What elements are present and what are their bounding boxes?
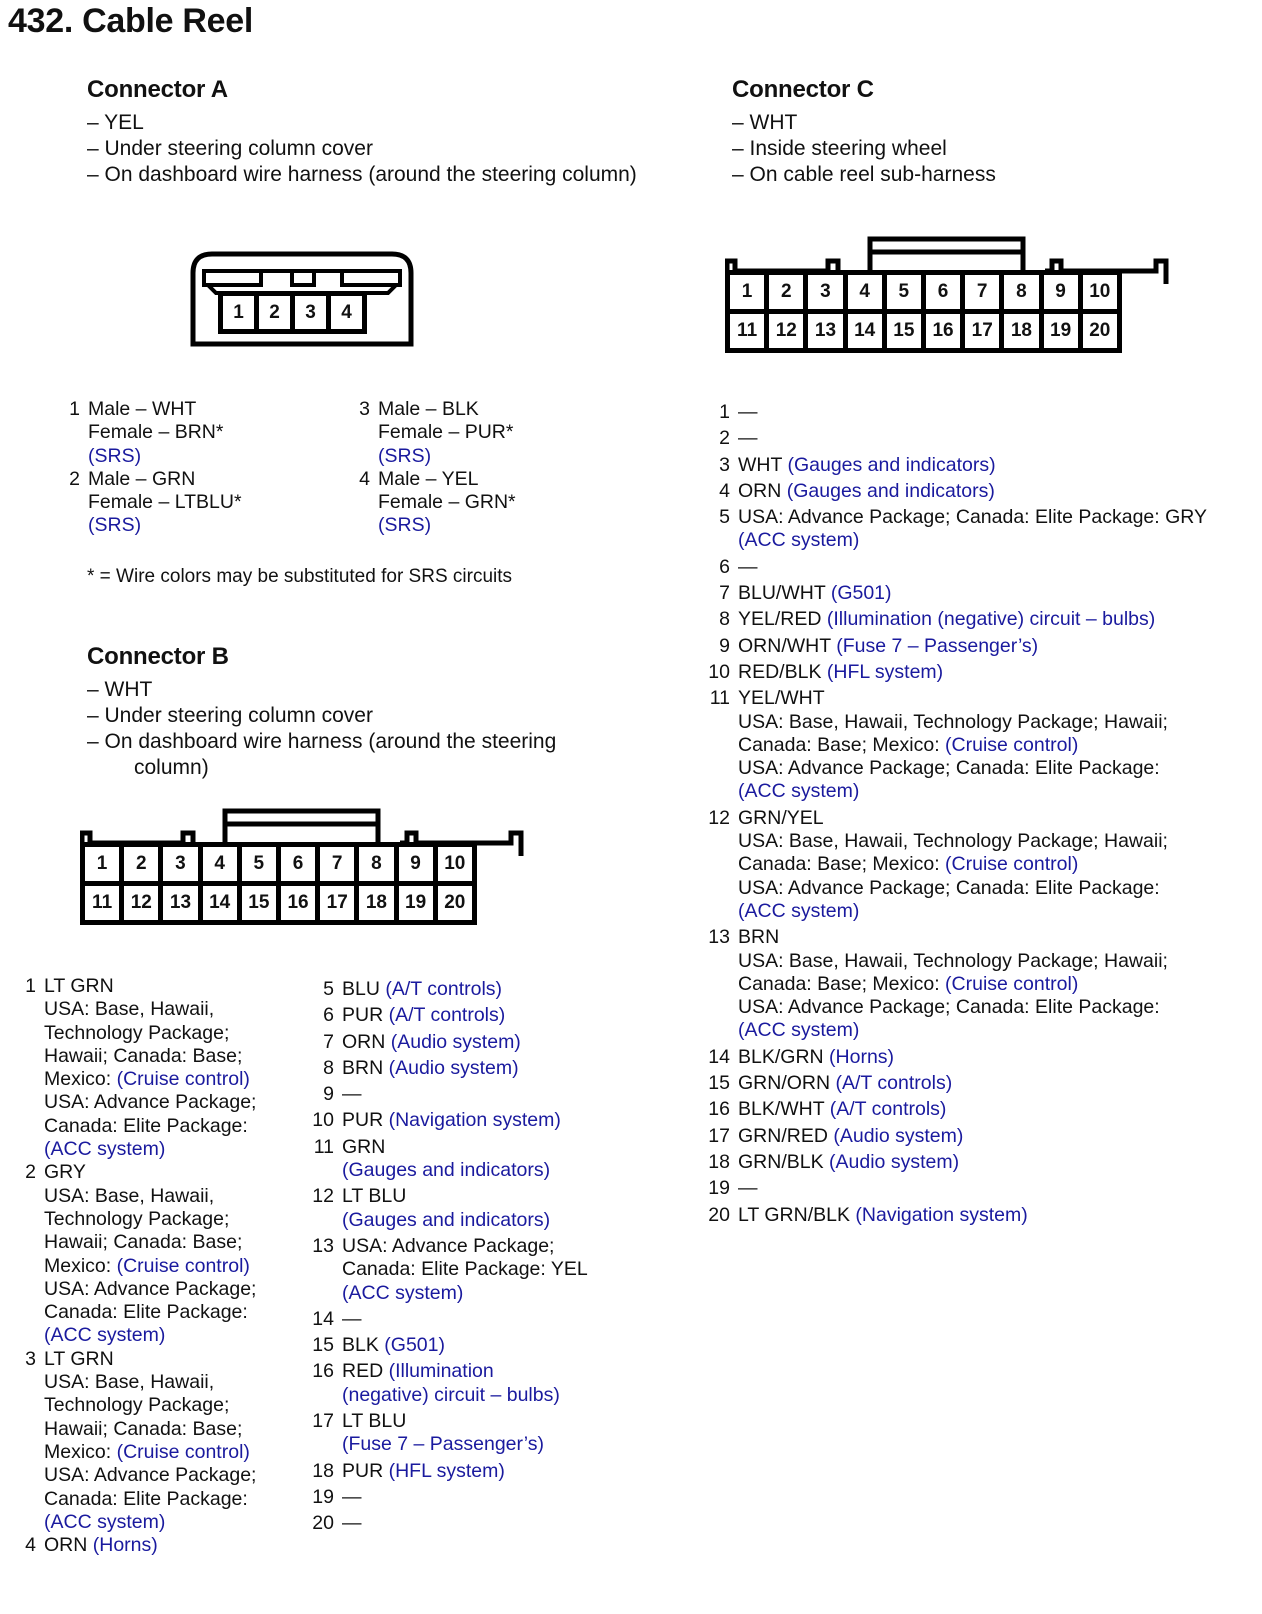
pin-c-6: 6 —	[719, 555, 758, 578]
pin-b-3: 3 LT GRN USA: Base, Hawaii, Technology Package; Hawaii; Canada: Base; Mexico: (Cruise control) USA: Advance Package; Canada: Elite Package: (ACC system)	[25, 1347, 257, 1533]
acc-system-link[interactable]: (ACC system)	[44, 1324, 166, 1347]
connector-c-heading: Connector C	[732, 76, 874, 103]
pin-c-18: 18 GRN/BLK (Audio system)	[708, 1150, 960, 1173]
horns-link[interactable]: (Horns)	[829, 1045, 895, 1068]
pin-b-6: 6 PUR (A/T controls)	[323, 1004, 506, 1027]
pin-b-14: 14 —	[312, 1307, 362, 1330]
cruise-control-link[interactable]: (Cruise control)	[945, 853, 1079, 876]
connector-a-diagram	[190, 251, 414, 347]
terminal-b-20: 20	[438, 886, 477, 925]
connector-a-terminals	[218, 291, 367, 334]
srs-link[interactable]: (SRS)	[378, 514, 432, 537]
terminal-c-4: 4	[848, 275, 887, 314]
connector-b-pins-col1	[6, 975, 256, 1557]
pin-a-1: 1 Male – WHT Female – BRN* (SRS)	[50, 398, 242, 468]
cruise-control-link[interactable]: (Cruise control)	[945, 733, 1079, 756]
cruise-control-link[interactable]: (Cruise control)	[116, 1254, 250, 1277]
pin-b-7: 7 ORN (Audio system)	[323, 1030, 521, 1053]
terminal-a-1: 1	[223, 296, 259, 334]
pin-b-12: 12 LT BLU (Gauges and indicators)	[304, 1185, 588, 1232]
connector-a-color: – YEL	[87, 111, 144, 134]
terminal-b-7: 7	[320, 847, 359, 886]
srs-link[interactable]: (SRS)	[378, 444, 432, 467]
pin-a-2: 2 Male – GRN Female – LTBLU* (SRS)	[69, 467, 242, 537]
at-controls-link[interactable]: (A/T controls)	[829, 1098, 947, 1121]
page-title: 432. Cable Reel	[8, 2, 253, 40]
pin-b-8: 8 BRN (Audio system)	[323, 1056, 519, 1079]
cruise-control-link[interactable]: (Cruise control)	[945, 972, 1079, 995]
terminal-b-15: 15	[242, 886, 281, 925]
terminal-b-6: 6	[281, 847, 320, 886]
pin-b-18: 18 PUR (HFL system)	[312, 1459, 505, 1482]
terminal-c-12: 12	[769, 314, 808, 353]
terminal-b-5: 5	[242, 847, 281, 886]
terminal-b-16: 16	[281, 886, 320, 925]
pin-b-15: 15 BLK (G501)	[312, 1334, 445, 1357]
fuse-7-link[interactable]: (Fuse 7 – Passenger’s)	[342, 1433, 544, 1456]
illumination-link[interactable]: (Illumination (negative) circuit – bulbs)	[826, 608, 1156, 631]
pin-a-4: 4 Male – YEL Female – GRN* (SRS)	[359, 467, 516, 537]
acc-system-link[interactable]: (ACC system)	[738, 529, 860, 552]
pin-c-19: 19 —	[708, 1177, 758, 1200]
pin-b-1: 1 LT GRN USA: Base, Hawaii, Technology Package; Hawaii; Canada: Base; Mexico: (Cruise control) USA: Advance Package; Canada: Elite Package: (ACC system)	[25, 975, 257, 1161]
connector-b-header	[87, 643, 556, 781]
terminal-b-3: 3	[163, 847, 202, 886]
connector-c-diagram	[725, 236, 1171, 364]
illumination-link-cont[interactable]: (negative) circuit – bulbs)	[342, 1383, 560, 1406]
terminal-b-19: 19	[399, 886, 438, 925]
terminal-c-5: 5	[887, 275, 926, 314]
acc-system-link[interactable]: (ACC system)	[738, 780, 860, 803]
pin-c-3: 3 WHT (Gauges and indicators)	[719, 453, 996, 476]
pin-b-9: 9 —	[323, 1083, 362, 1106]
pin-b-5: 5 BLU (A/T controls)	[323, 978, 503, 1000]
terminal-b-4: 4	[203, 847, 242, 886]
pin-c-17: 17 GRN/RED (Audio system)	[708, 1124, 964, 1147]
terminal-b-9: 9	[399, 847, 438, 886]
gauges-link[interactable]: (Gauges and indicators)	[786, 479, 995, 502]
at-controls-link[interactable]: (A/T controls)	[388, 1004, 506, 1027]
pin-a-3: 3 Male – BLK Female – PUR* (SRS)	[340, 398, 516, 468]
terminal-b-10: 10	[438, 847, 477, 886]
pin-b-13: 13 USA: Advance Package; Canada: Elite Package: YEL (ACC system)	[312, 1234, 588, 1304]
hfl-system-link[interactable]: (HFL system)	[388, 1459, 505, 1482]
terminal-c-8: 8	[1004, 275, 1043, 314]
terminal-c-11: 11	[730, 314, 769, 353]
acc-system-link[interactable]: (ACC system)	[738, 899, 860, 922]
terminal-c-13: 13	[808, 314, 847, 353]
connector-c-pins	[702, 398, 1207, 1227]
audio-system-link[interactable]: (Audio system)	[388, 1056, 519, 1079]
cruise-control-link[interactable]: (Cruise control)	[116, 1440, 250, 1463]
acc-system-link[interactable]: (ACC system)	[738, 1019, 860, 1042]
connector-c-header	[732, 76, 996, 188]
terminal-c-9: 9	[1044, 275, 1083, 314]
pin-c-13: 13 BRN USA: Base, Hawaii, Technology Package; Hawaii; Canada: Base; Mexico: (Cruise control) USA: Advance Package; Canada: Elite Package: (ACC system)	[702, 926, 1207, 1042]
srs-link[interactable]: (SRS)	[88, 514, 142, 537]
gauges-link[interactable]: (Gauges and indicators)	[787, 453, 996, 476]
connector-a-heading: Connector A	[87, 76, 228, 103]
connector-c-harness: – On cable reel sub-harness	[732, 163, 996, 186]
connector-a-pins-left	[50, 398, 242, 538]
srs-footnote: * = Wire colors may be substituted for SRS circuits	[87, 566, 513, 587]
terminal-a-2: 2	[259, 296, 295, 334]
terminal-c-18: 18	[1004, 314, 1043, 353]
gauges-link[interactable]: (Gauges and indicators)	[342, 1159, 551, 1182]
terminal-c-1: 1	[730, 275, 769, 314]
terminal-c-15: 15	[887, 314, 926, 353]
terminal-c-16: 16	[926, 314, 965, 353]
connector-c-color: – WHT	[732, 111, 798, 134]
connector-a-harness: – On dashboard wire harness (around the steering column)	[87, 163, 637, 186]
gauges-link[interactable]: (Gauges and indicators)	[342, 1208, 551, 1231]
terminal-c-14: 14	[848, 314, 887, 353]
connector-b-location: – Under steering column cover	[87, 704, 373, 727]
connector-b-pins-col2	[304, 975, 588, 1536]
terminal-a-4: 4	[331, 296, 367, 334]
pin-c-4: 4 ORN (Gauges and indicators)	[719, 479, 995, 502]
pin-c-20: 20 LT GRN/BLK (Navigation system)	[708, 1203, 1028, 1226]
pin-b-19: 19 —	[312, 1485, 362, 1508]
connector-b-harness: – On dashboard wire harness (around the steering	[87, 730, 557, 753]
terminal-b-14: 14	[203, 886, 242, 925]
terminal-c-17: 17	[965, 314, 1004, 353]
horns-link[interactable]: (Horns)	[92, 1534, 158, 1557]
terminal-c-20: 20	[1083, 314, 1122, 353]
connector-a-pins-right	[340, 398, 516, 538]
pin-b-10: 10 PUR (Navigation system)	[312, 1109, 561, 1132]
connector-a-header	[87, 76, 637, 188]
pin-c-14: 14 BLK/GRN (Horns)	[708, 1045, 895, 1068]
terminal-c-7: 7	[965, 275, 1004, 314]
pin-c-9: 9 ORN/WHT (Fuse 7 – Passenger’s)	[719, 634, 1039, 657]
audio-system-link[interactable]: (Audio system)	[829, 1150, 960, 1173]
cruise-control-link[interactable]: (Cruise control)	[116, 1068, 250, 1091]
pin-c-5: 5 USA: Advance Package; Canada: Elite Package: GRY (ACC system)	[719, 506, 1207, 552]
at-controls-link[interactable]: (A/T controls)	[385, 978, 503, 1000]
pin-c-12: 12 GRN/YEL USA: Base, Hawaii, Technology Package; Hawaii; Canada: Base; Mexico: (Cruise control) USA: Advance Package; Canada: Elite Package: (ACC system)	[702, 807, 1207, 923]
terminal-b-2: 2	[124, 847, 163, 886]
pin-c-1: 1 —	[719, 401, 758, 423]
terminal-b-8: 8	[359, 847, 398, 886]
audio-system-link[interactable]: (Audio system)	[390, 1030, 521, 1053]
pin-b-4: 4 ORN (Horns)	[25, 1534, 158, 1557]
acc-system-link[interactable]: (ACC system)	[342, 1281, 464, 1304]
connector-c-terminals	[725, 270, 1122, 353]
srs-link[interactable]: (SRS)	[88, 444, 142, 467]
terminal-b-17: 17	[320, 886, 359, 925]
connector-c-location: – Inside steering wheel	[732, 137, 947, 160]
navigation-system-link[interactable]: (Navigation system)	[855, 1203, 1028, 1226]
connector-b-diagram	[80, 808, 526, 936]
pin-c-8: 8 YEL/RED (Illumination (negative) circuit – bulbs)	[719, 608, 1156, 631]
connector-b-heading: Connector B	[87, 643, 229, 670]
terminal-c-6: 6	[926, 275, 965, 314]
pin-c-15: 15 GRN/ORN (A/T controls)	[708, 1072, 953, 1095]
hfl-system-link[interactable]: (HFL system)	[826, 660, 944, 683]
acc-system-link[interactable]: (ACC system)	[44, 1138, 166, 1161]
terminal-b-12: 12	[124, 886, 163, 925]
connector-b-harness-cont: column)	[134, 756, 209, 779]
terminal-c-19: 19	[1044, 314, 1083, 353]
connector-b-terminals	[80, 842, 477, 925]
pin-c-7: 7 BLU/WHT (G501)	[719, 582, 892, 605]
g501-link[interactable]: (G501)	[384, 1334, 445, 1357]
pin-c-11: 11 YEL/WHT USA: Base, Hawaii, Technology Package; Hawaii; Canada: Base; Mexico: (Cruise control) USA: Advance Package; Canada: Elite Package: (ACC system)	[702, 687, 1207, 803]
terminal-b-13: 13	[163, 886, 202, 925]
terminal-b-11: 11	[85, 886, 124, 925]
terminal-c-3: 3	[808, 275, 847, 314]
terminal-c-10: 10	[1083, 275, 1122, 314]
terminal-b-1: 1	[85, 847, 124, 886]
pin-b-17: 17 LT BLU (Fuse 7 – Passenger’s)	[304, 1410, 588, 1457]
navigation-system-link[interactable]: (Navigation system)	[388, 1109, 561, 1132]
connector-a-location: – Under steering column cover	[87, 137, 373, 160]
terminal-c-2: 2	[769, 275, 808, 314]
audio-system-link[interactable]: (Audio system)	[833, 1124, 964, 1147]
g501-link[interactable]: (G501)	[830, 582, 892, 605]
pin-c-2: 2 —	[719, 427, 758, 450]
pin-c-16: 16 BLK/WHT (A/T controls)	[708, 1098, 947, 1121]
pin-b-16: 16 RED (Illumination (negative) circuit – bulbs)	[304, 1360, 588, 1407]
terminal-b-18: 18	[359, 886, 398, 925]
connector-b-color: – WHT	[87, 678, 153, 701]
at-controls-link[interactable]: (A/T controls)	[835, 1072, 953, 1095]
pin-c-10: 10 RED/BLK (HFL system)	[708, 660, 944, 683]
fuse-7-link[interactable]: (Fuse 7 – Passenger’s)	[836, 634, 1039, 657]
pin-b-20: 20 —	[312, 1512, 362, 1535]
pin-b-11: 11 GRN (Gauges and indicators)	[304, 1136, 588, 1183]
illumination-link[interactable]: (Illumination	[388, 1360, 494, 1383]
terminal-a-3: 3	[295, 296, 331, 334]
pin-b-2: 2 GRY USA: Base, Hawaii, Technology Package; Hawaii; Canada: Base; Mexico: (Cruise control) USA: Advance Package; Canada: Elite Package: (ACC system)	[25, 1161, 257, 1347]
acc-system-link[interactable]: (ACC system)	[44, 1510, 166, 1533]
